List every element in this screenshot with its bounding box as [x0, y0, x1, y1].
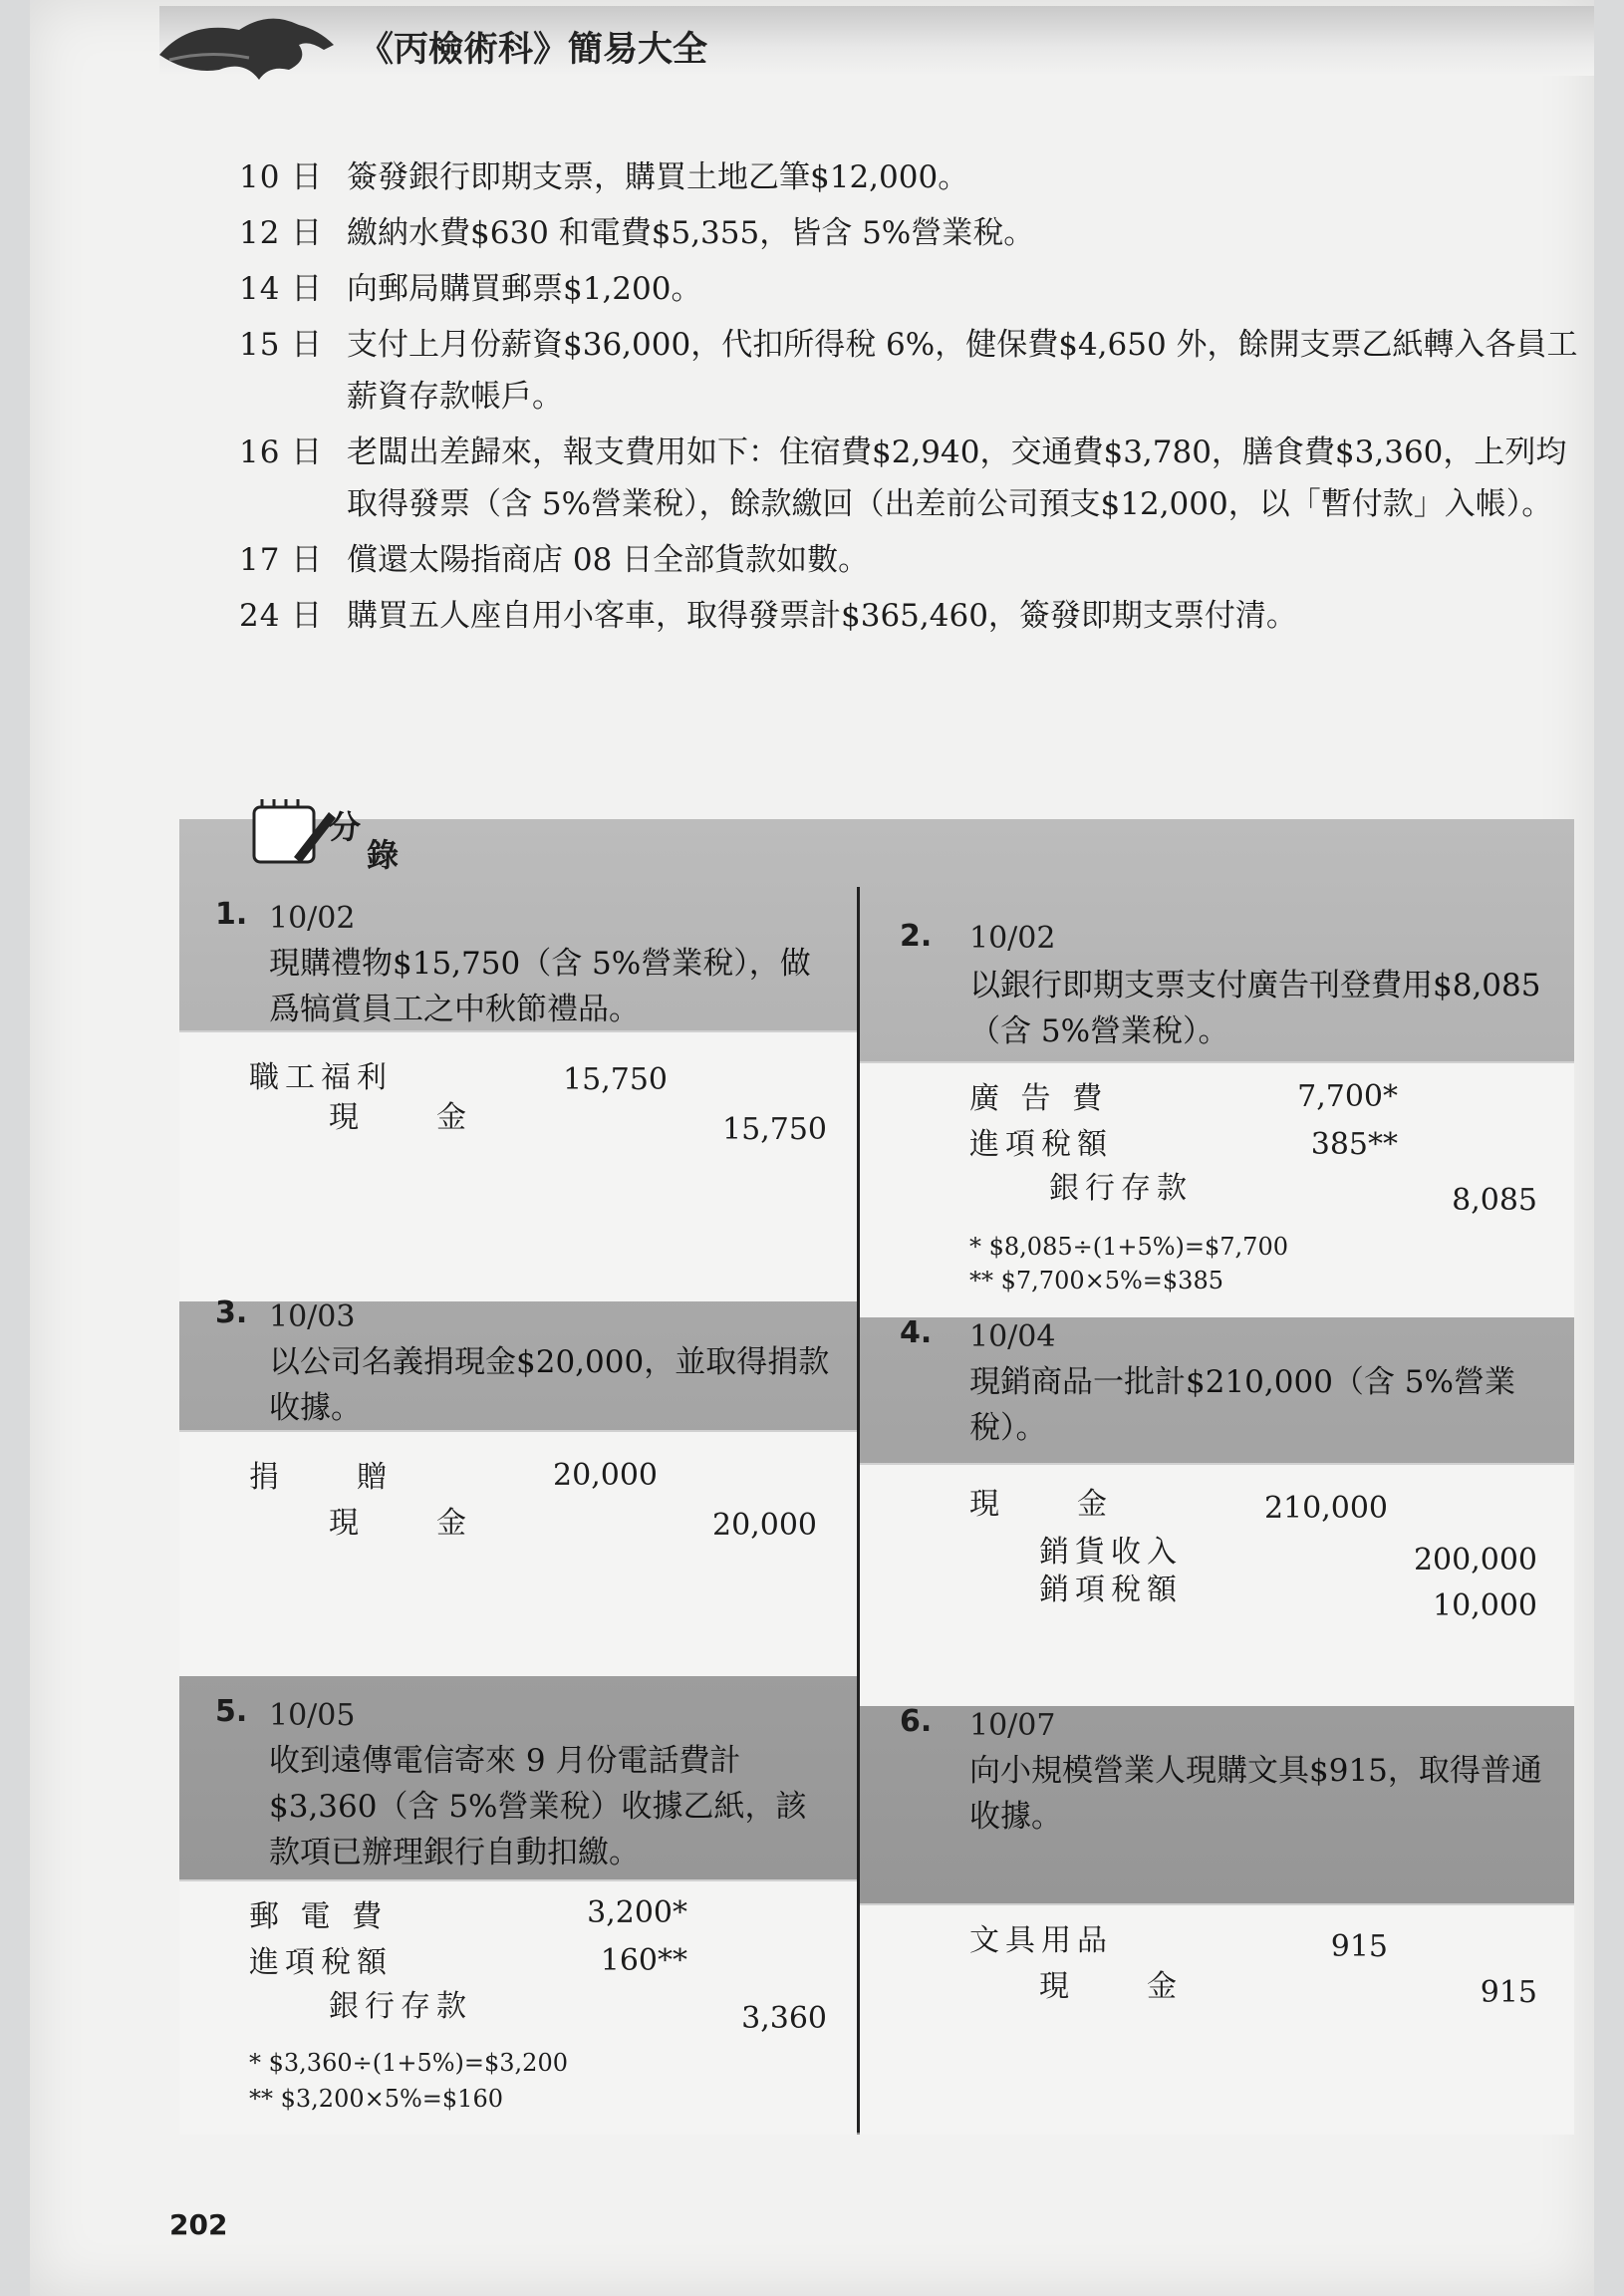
- credit-amount: 8,085: [1452, 1183, 1537, 1218]
- account-name: 銷貨收入: [1039, 1535, 1183, 1570]
- entry-ledger: [860, 1903, 1574, 2135]
- book-title: 《丙檢術科》簡易大全: [359, 30, 708, 70]
- entry-number: 1.: [215, 897, 248, 932]
- debit-amount: 3,200*: [587, 1895, 687, 1930]
- entry-description: 現購禮物$15,750（含 5%營業稅），做爲犒賞員工之中秋節禮品。: [269, 946, 811, 1027]
- account-name: 銀行存款: [329, 1989, 472, 2024]
- entry-ledger: [179, 1430, 857, 1676]
- account-name: 現 金: [329, 1100, 472, 1135]
- event-item: [239, 319, 1594, 423]
- credit-amount: 10,000: [1433, 1588, 1537, 1623]
- account-name: 現 金: [1039, 1969, 1183, 2004]
- page-number: 202: [169, 2208, 228, 2241]
- account-name: 進項稅額: [969, 1127, 1113, 1162]
- event-item: [239, 590, 1594, 642]
- debit-amount: 15,750: [563, 1062, 668, 1097]
- entry-date: 10/02: [969, 921, 1056, 956]
- event-day: 16 日: [239, 434, 324, 470]
- entry-date: 10/03: [269, 1299, 356, 1334]
- event-day: 24 日: [239, 598, 324, 634]
- event-day: 12 日: [239, 215, 324, 251]
- credit-amount: 3,360: [741, 2001, 827, 2036]
- account-name: 廣 告 費: [969, 1081, 1109, 1116]
- entry-date: 10/07: [969, 1708, 1056, 1743]
- entry-number: 2.: [900, 919, 933, 954]
- debit-amount: 7,700*: [1297, 1079, 1398, 1114]
- calculation-note: ** $7,700×5%=$385: [969, 1267, 1223, 1294]
- entry-date: 10/04: [969, 1319, 1056, 1354]
- event-item: [239, 207, 1594, 259]
- calculation-note: * $3,360÷(1+5%)=$3,200: [249, 2049, 568, 2077]
- journal-entry: [860, 1315, 1574, 1704]
- entry-date: 10/02: [269, 901, 356, 936]
- credit-amount: 915: [1480, 1975, 1537, 2010]
- journal-entry: [860, 1704, 1574, 2133]
- debit-amount: 915: [1330, 1929, 1388, 1964]
- entry-ledger: [179, 1879, 857, 2135]
- account-name: 文具用品: [969, 1923, 1113, 1958]
- debit-amount: 160**: [600, 1943, 687, 1978]
- event-item: [239, 534, 1594, 586]
- book-page: [30, 0, 1594, 2296]
- event-text: 償還太陽指商店 08 日全部貨款如數。: [347, 542, 870, 578]
- entry-ledger: [860, 1061, 1574, 1317]
- section-label: 分: [329, 808, 362, 846]
- credit-amount: 15,750: [722, 1112, 827, 1147]
- entry-number: 5.: [215, 1694, 248, 1729]
- credit-amount: 20,000: [712, 1508, 817, 1543]
- account-name: 職工福利: [249, 1060, 393, 1095]
- event-text: 向郵局購買郵票$1,200。: [347, 271, 702, 307]
- event-day: 17 日: [239, 542, 324, 578]
- entry-description: 向小規模營業人現購文具$915，取得普通收據。: [969, 1753, 1542, 1835]
- horse-logo-icon: [149, 0, 349, 100]
- debit-amount: 20,000: [553, 1458, 658, 1493]
- event-item: [239, 263, 1594, 315]
- event-day: 15 日: [239, 327, 324, 363]
- event-item: [239, 427, 1594, 530]
- calculation-note: * $8,085÷(1+5%)=$7,700: [969, 1233, 1288, 1261]
- account-name: 現 金: [969, 1487, 1113, 1522]
- account-name: 郵 電 費: [249, 1899, 389, 1934]
- journal-entry: [179, 897, 857, 1295]
- entry-description: 現銷商品一批計$210,000（含 5%營業稅）。: [969, 1364, 1515, 1446]
- entry-number: 3.: [215, 1295, 248, 1330]
- entry-ledger: [860, 1463, 1574, 1706]
- event-day: 14 日: [239, 271, 324, 307]
- event-text: 簽發銀行即期支票，購買土地乙筆$12,000。: [347, 159, 969, 195]
- account-name: 捐 贈: [249, 1460, 393, 1495]
- entry-ledger: [179, 1030, 857, 1301]
- credit-amount: 200,000: [1413, 1543, 1537, 1578]
- journal-entry: [179, 1295, 857, 1674]
- journal-entry: [860, 907, 1574, 1315]
- debit-amount: 385**: [1310, 1127, 1398, 1162]
- event-text: 支付上月份薪資$36,000，代扣所得稅 6%，健保費$4,650 外，餘開支票乙紙轉入各員工薪資存款帳戶。: [347, 327, 1578, 415]
- entry-number: 6.: [900, 1704, 933, 1739]
- page-header: [30, 0, 1594, 100]
- account-name: 銷項稅額: [1039, 1573, 1183, 1607]
- event-text: 購買五人座自用小客車，取得發票計$365,460，簽發即期支票付清。: [347, 598, 1297, 634]
- calculation-note: ** $3,200×5%=$160: [249, 2085, 503, 2113]
- section-label: 錄: [367, 836, 400, 874]
- entry-number: 4.: [900, 1315, 933, 1350]
- account-name: 銀行存款: [1049, 1171, 1193, 1206]
- journal-entry: [179, 1694, 857, 2133]
- event-day: 10 日: [239, 159, 324, 195]
- debit-amount: 210,000: [1263, 1491, 1388, 1526]
- account-name: 進項稅額: [249, 1945, 393, 1980]
- event-text: 繳納水費$630 和電費$5,355，皆含 5%營業稅。: [347, 215, 1035, 251]
- entry-description: 以銀行即期支票支付廣告刊登費用$8,085（含 5%營業稅）。: [969, 968, 1541, 1049]
- event-item: [239, 151, 1594, 203]
- account-name: 現 金: [329, 1506, 472, 1541]
- entry-description: 以公司名義捐現金$20,000，並取得捐款收據。: [269, 1344, 830, 1426]
- event-text: 老闆出差歸來，報支費用如下：住宿費$2,940，交通費$3,780，膳食費$3,360，上列均取得發票（含 5%營業稅），餘款繳回（出差前公司預支$12,000，以「暫付款」入帳）。: [347, 434, 1567, 522]
- entry-date: 10/05: [269, 1698, 356, 1733]
- entry-description: 收到遠傳電信寄來 9 月份電話費計$3,360（含 5%營業稅）收據乙紙，該款項已辦理銀行自動扣繳。: [269, 1743, 807, 1870]
- event-list: [239, 151, 1594, 646]
